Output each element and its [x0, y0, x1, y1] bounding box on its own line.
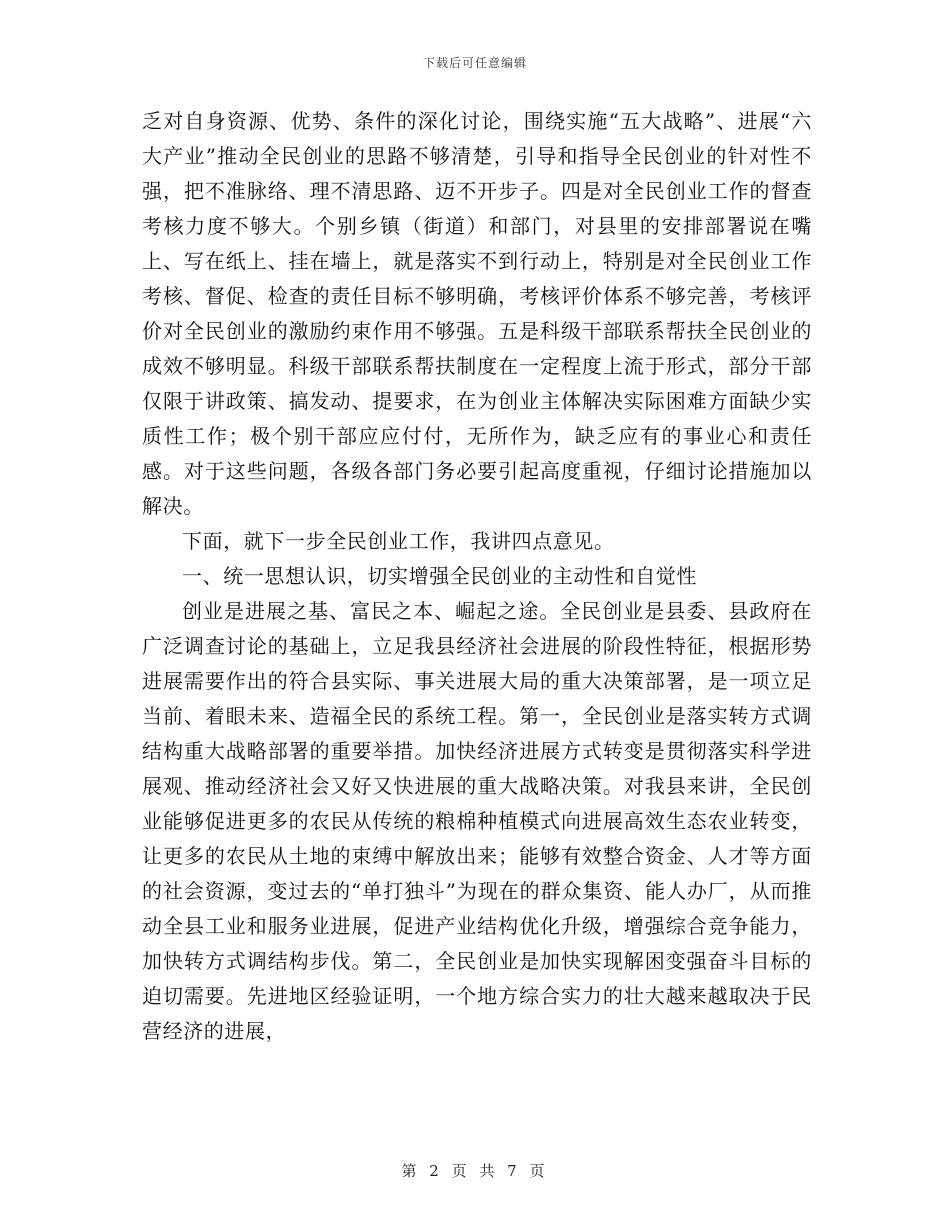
paragraph-body: 创业是进展之基、富民之本、崛起之途。全民创业是县委、县政府在广泛调查讨论的基础上，立足我县经济社会进展的阶段性特征，根据形势进展需要作出的符合县实际、事关进展大局的重大决策部署，是一项立足当前、着眼未来、造福全民的系统工程。第一，全民创业是落实转方式调结构重大战略部署的重要举措。加快经济进展方式转变是贯彻落实科学进展观、推动经济社会又好又快进展的重大战略决策。对我县来讲，全民创业能够促进更多的农民从传统的粮棉种植模式向进展高效生态农业转变，让更多的农民从土地的束缚中解放出来；能够有效整合资金、人才等方面的社会资源，变过去的“单打独斗”为现在的群众集资、能人办厂，从而推动全县工业和服务业进展，促进产业结构优化升级，增强综合竞争能力，加快转方式调结构步伐。第二，全民创业是加快实现解困变强奋斗目标的迫切需要。先进地区经验证明，一个地方综合实力的壮大越来越取决于民营经济的进展， — [142, 599, 812, 1043]
section-heading: 一、统一思想认识，切实增强全民创业的主动性和自觉性 — [182, 564, 697, 588]
paragraph-continuation: 乏对自身资源、优势、条件的深化讨论，围绕实施“五大战略”、进展“六大产业”推动全民创业的思路不够清楚，引导和指导全民创业的针对性不强，把不准脉络、理不清思路、迈不开步子。四是对全民创业工作的督查考核力度不够大。个别乡镇（街道）和部门，对县里的安排部署说在嘴上、写在纸上、挂在墙上，就是落实不到行动上，特别是对全民创业工作考核、督促、检查的责任目标不够明确，考核评价体系不够完善，考核评价对全民创业的激励约束作用不够强。五是科级干部联系帮扶全民创业的成效不够明显。科级干部联系帮扶制度在一定程度上流于形式，部分干部仅限于讲政策、搞发动、提要求，在为创业主体解决实际困难方面缺少实质性工作；极个别干部应应付付，无所作为，缺乏应有的事业心和责任感。对于这些问题，各级各部门务必要引起高度重视，仔细讨论措施加以解决。 — [142, 109, 812, 518]
page-header: 下载后可任意编辑 — [422, 56, 527, 70]
document-body — [142, 104, 812, 1049]
page-number: 第 2 页 共 7 页 — [401, 1162, 549, 1180]
paragraph-intro: 下面，就下一步全民创业工作，我讲四点意见。 — [182, 529, 615, 553]
